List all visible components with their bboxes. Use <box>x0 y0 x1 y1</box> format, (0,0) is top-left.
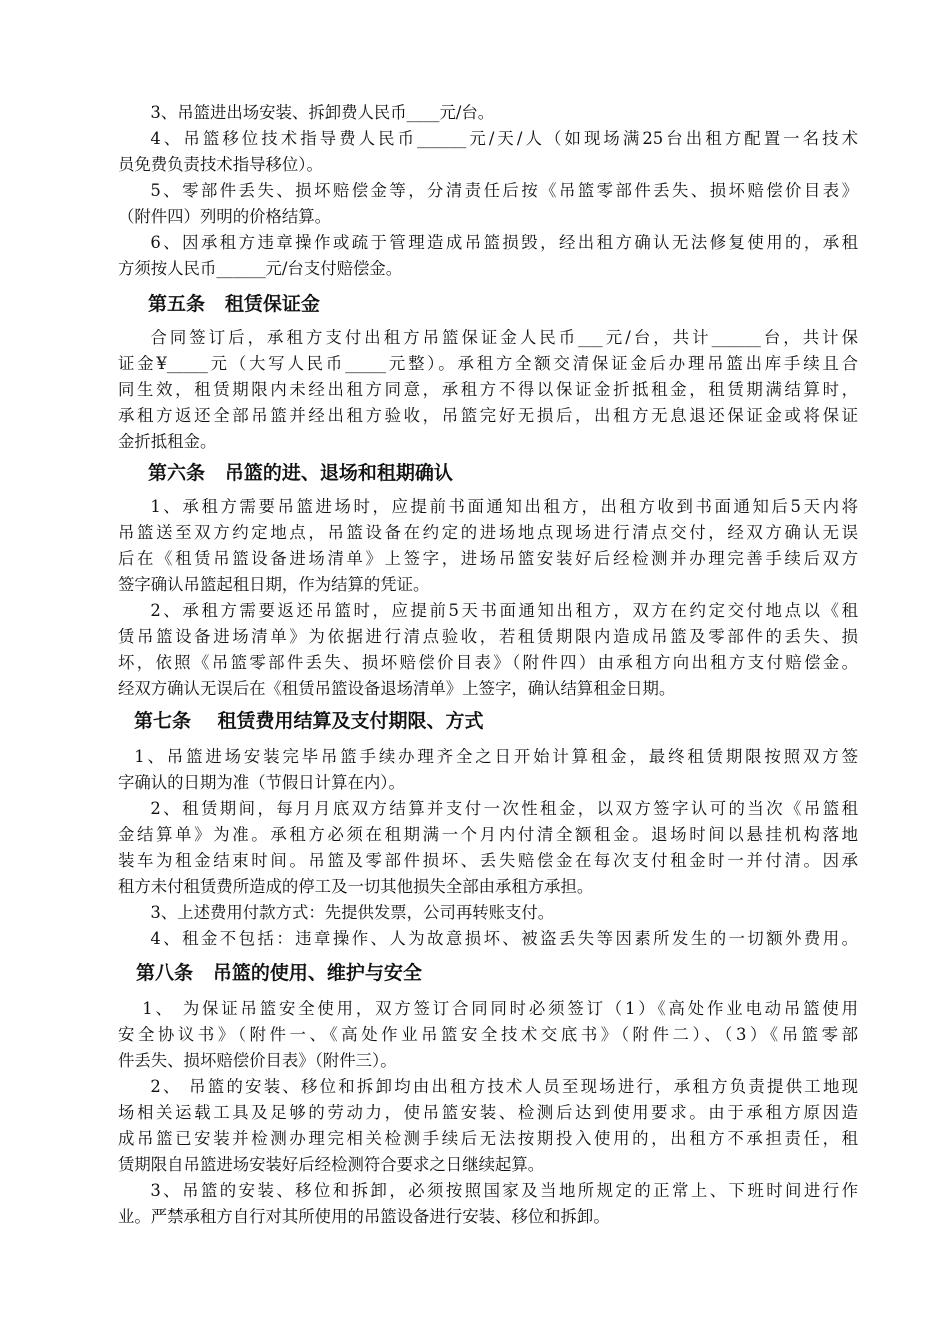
text-line: 赁期限自吊篮进场安装好后经检测符合要求之日继续起算。 <box>118 1155 545 1174</box>
text-line: 1、吊篮进场安装完毕吊篮手续办理齐全之日开始计算租金，最终租赁期限按照双方签 <box>134 747 858 766</box>
text-line: 签字确认吊篮起租日期，作为结算的凭证。 <box>118 575 430 594</box>
text-line: 字确认的日期为准（节假日计算在内）。 <box>118 773 405 792</box>
text-line: 同生效，租赁期限内未经出租方同意，承租方不得以保证金折抵租金，租赁期满结算时， <box>118 380 858 399</box>
text-line: 2、租赁期间，每月月底双方结算并支付一次性租金，以双方签字认可的当次《吊篮租 <box>150 799 858 818</box>
text-line: 件丢失、损坏赔偿价目表》（附件三）。 <box>118 1051 397 1070</box>
text-line: 方须按人民币______元/台支付赔偿金。 <box>118 259 403 278</box>
text-line: 场相关运载工具及足够的劳动力，使吊篮安装、检测后达到使用要求。由于承租方原因造 <box>118 1103 858 1122</box>
text-line: 业。严禁承租方自行对其所使用的吊篮设备进行安装、移位和拆卸。 <box>118 1207 610 1226</box>
text-line: 4、吊篮移位技术指导费人民币______元/天/人（如现场满25台出租方配置一名技术 <box>150 129 858 148</box>
text-line: 5、零部件丢失、损坏赔偿金等，分清责任后按《吊篮零部件丢失、损坏赔偿价目表》 <box>150 181 858 200</box>
text-line: 证金¥_____元（大写人民币_____元整）。承租方全额交清保证金后办理吊篮出库手续且合 <box>118 354 858 373</box>
text-line: 经双方确认无误后在《租赁吊篮设备退场清单》上签字，确认结算租金日期。 <box>118 679 676 698</box>
text-line: 装车为租金结束时间。吊篮及零部件损坏、丢失赔偿金在每次支付租金时一并付清。因承 <box>118 851 858 870</box>
text-line: 成吊篮已安装并检测办理完相关检测手续后无法按期投入使用的，出租方不承担责任，租 <box>118 1129 858 1148</box>
text-line: 3、吊篮的安装、移位和拆卸，必须按照国家及当地所规定的正常上、下班时间进行作 <box>150 1181 858 1200</box>
text-line: 吊篮送至双方约定地点，吊篮设备在约定的进场地点现场进行清点交付，经双方确认无误 <box>118 523 858 542</box>
text-line: 4、租金不包括：违章操作、人为故意损坏、被盗丢失等因素所发生的一切额外费用。 <box>150 929 858 948</box>
text-line: 合同签订后，承租方支付出租方吊篮保证金人民币___元/台，共计______台，共计保 <box>150 328 858 347</box>
section-heading: 第八条 吊篮的使用、维护与安全 <box>136 962 422 984</box>
text-line: （附件四）列明的价格结算。 <box>118 207 332 226</box>
text-line: 2、承租方需要返还吊篮时，应提前5天书面通知出租方，双方在约定交付地点以《租 <box>150 601 858 620</box>
section-heading: 第五条 租赁保证金 <box>148 293 320 315</box>
text-line: 2、 吊篮的安装、移位和拆卸均由出租方技术人员至现场进行，承租方负责提供工地现 <box>150 1077 858 1096</box>
text-line: 坏，依照《吊篮零部件丢失、损坏赔偿价目表》（附件四）由承租方向出租方支付赔偿金。 <box>118 653 858 672</box>
text-line: 6、因承租方违章操作或疏于管理造成吊篮损毁，经出租方确认无法修复使用的，承租 <box>150 233 858 252</box>
section-heading: 第六条 吊篮的进、退场和租期确认 <box>148 462 453 484</box>
text-line: 承租方返还全部吊篮并经出租方验收，吊篮完好无损后，出租方无息退还保证金或将保证 <box>118 406 858 425</box>
text-line: 3、吊篮进出场安装、拆卸费人民币____元/台。 <box>150 103 495 122</box>
text-line: 后在《租赁吊篮设备进场清单》上签字，进场吊篮安装好后经检测并办理完善手续后双方 <box>118 549 858 568</box>
text-line: 1、 为保证吊篮安全使用，双方签订合同同时必须签订（1）《高处作业电动吊篮使用 <box>142 999 858 1018</box>
text-line: 金结算单》为准。承租方必须在租期满一个月内付清全额租金。退场时间以悬挂机构落地 <box>118 825 858 844</box>
text-line: 3、上述费用付款方式：先提供发票，公司再转账支付。 <box>150 903 555 922</box>
text-line: 赁吊篮设备进场清单》为依据进行清点验收，若租赁期限内造成吊篮及零部件的丢失、损 <box>118 627 858 646</box>
text-line: 1、承租方需要吊篮进场时，应提前书面通知出租方，出租方收到书面通知后5天内将 <box>150 497 858 516</box>
text-line: 金折抵租金。 <box>118 432 217 451</box>
text-line: 租方未付租赁费所造成的停工及一切其他损失全部由承租方承担。 <box>118 877 594 896</box>
section-heading: 第七条 租赁费用结算及支付期限、方式 <box>134 710 484 732</box>
text-line: 员免费负责技术指导移位）。 <box>118 155 323 174</box>
text-line: 安全协议书》（附件一、《高处作业吊篮安全技术交底书》（附件二）、（3）《吊篮零部 <box>118 1025 858 1044</box>
